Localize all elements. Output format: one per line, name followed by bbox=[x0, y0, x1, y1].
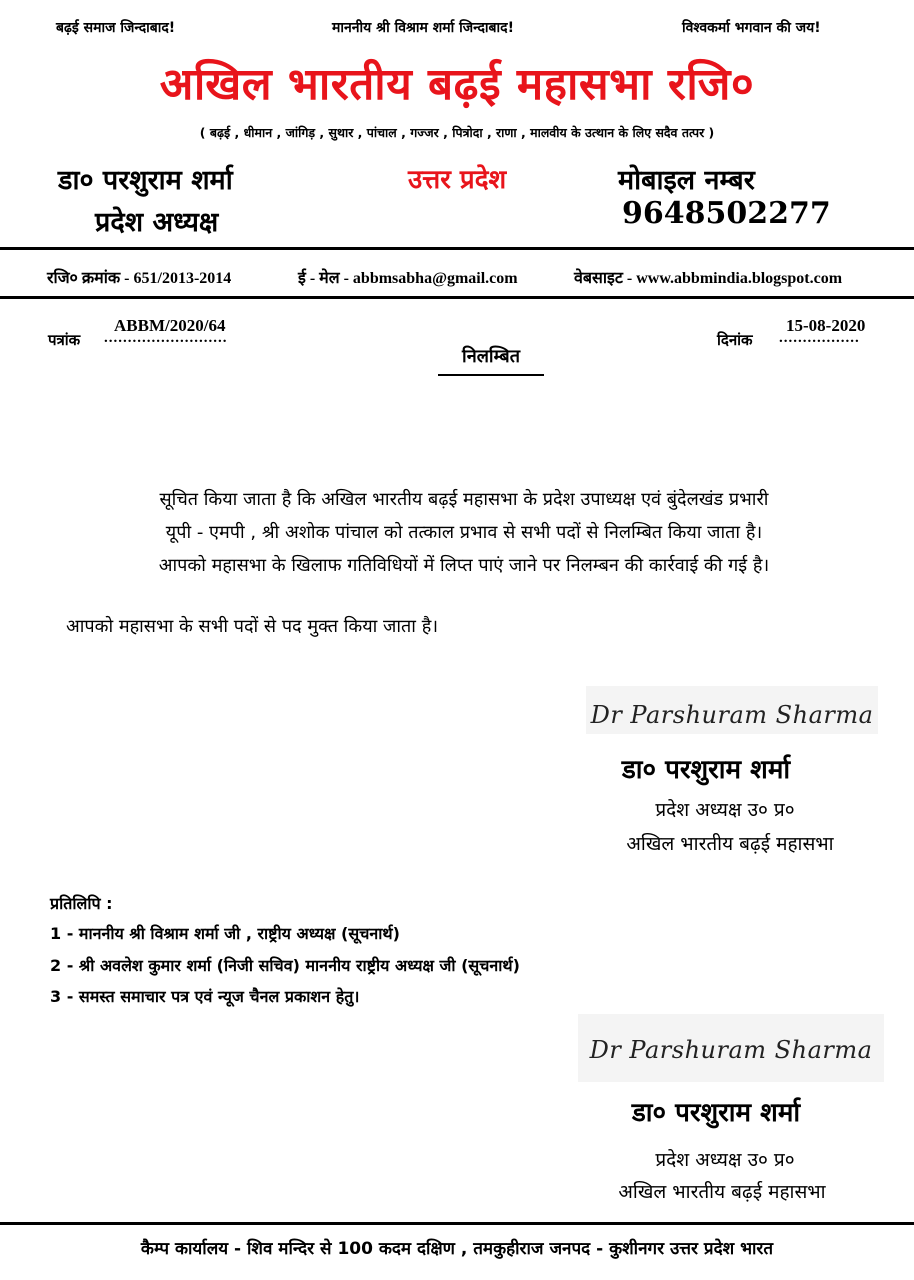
state-name: उत्तर प्रदेश bbox=[408, 165, 507, 195]
org-title: अखिल भारतीय बढ़ई महासभा रजि० bbox=[159, 59, 755, 110]
slogan-right: विश्वकर्मा भगवान की जय! bbox=[682, 20, 821, 36]
signatory-name-2: डा० परशुराम शर्मा bbox=[631, 1098, 801, 1128]
ref-label: पत्रांक bbox=[48, 331, 81, 349]
signatory-designation-2: प्रदेश अध्यक्ष उ० प्र० bbox=[655, 1149, 795, 1171]
date-dots: ................. bbox=[779, 330, 860, 346]
copy-item: 3 - समस्त समाचार पत्र एवं न्यूज चैनल प्रकाशन हेतु। bbox=[50, 987, 360, 1006]
copy-item: 2 - श्री अवलेश कुमार शर्मा (निजी सचिव) माननीय राष्ट्रीय अध्यक्ष जी (सूचनार्थ) bbox=[50, 956, 520, 975]
body-paragraph-2: आपको महासभा के सभी पदों से पद मुक्त किया जाता है। bbox=[66, 616, 439, 637]
mobile-number: 9648502277 bbox=[622, 196, 831, 231]
header-divider-top bbox=[0, 247, 914, 250]
org-subtitle: ( बढ़ई , धीमान , जांगिड़ , सुथार , पांचाल , गज्जर , पित्रोदा , राणा , मालवीय के उत्थान के लिए सदैव तत्पर ) bbox=[199, 125, 715, 140]
mobile-label: मोबाइल नम्बर bbox=[618, 165, 755, 196]
signatory-designation: प्रदेश अध्यक्ष उ० प्र० bbox=[655, 799, 795, 821]
registration-number: रजि० क्रमांक - 651/2013-2014 bbox=[47, 270, 232, 287]
handwritten-signature: Dr Parshuram Sharma bbox=[586, 686, 878, 734]
copy-item: 1 - माननीय श्री विश्राम शर्मा जी , राष्ट्रीय अध्यक्ष (सूचनार्थ) bbox=[50, 924, 400, 943]
slogan-center: माननीय श्री विश्राम शर्मा जिन्दाबाद! bbox=[332, 20, 514, 36]
email: ई - मेल - abbmsabha@gmail.com bbox=[298, 270, 518, 287]
body-line: यूपी - एमपी , श्री अशोक पांचाल को तत्काल प्रभाव से सभी पदों से निलम्बित किया जाता है। bbox=[165, 522, 763, 543]
letter-heading: निलम्बित bbox=[438, 344, 544, 376]
slogan-left: बढ़ई समाज जिन्दाबाद! bbox=[56, 20, 176, 36]
date-label: दिनांक bbox=[717, 331, 753, 349]
president-title: प्रदेश अध्यक्ष bbox=[95, 207, 219, 238]
website: वेबसाइट - www.abbmindia.blogspot.com bbox=[574, 270, 843, 287]
date-value: 15-08-2020 bbox=[786, 316, 866, 335]
signatory-organization-2: अखिल भारतीय बढ़ई महासभा bbox=[618, 1181, 826, 1203]
ref-number: ABBM/2020/64 bbox=[114, 316, 226, 335]
footer-address: कैम्प कार्यालय - शिव मन्दिर से 100 कदम दक्षिण , तमकुहीराज जनपद - कुशीनगर उत्तर प्रदेश भारत bbox=[140, 1239, 774, 1259]
header-divider-bottom bbox=[0, 296, 914, 299]
copy-label: प्रतिलिपि : bbox=[50, 894, 113, 913]
body-line: सूचित किया जाता है कि अखिल भारतीय बढ़ई महासभा के प्रदेश उपाध्यक्ष एवं बुंदेलखंड प्रभारी bbox=[159, 489, 769, 510]
handwritten-signature-2: Dr Parshuram Sharma bbox=[578, 1014, 884, 1082]
body-line: आपको महासभा के खिलाफ गतिविधियों में लिप्त पाएं जाने पर निलम्बन की कार्रवाई की गई है। bbox=[158, 555, 770, 576]
footer-divider bbox=[0, 1222, 914, 1225]
signatory-name: डा० परशुराम शर्मा bbox=[621, 755, 791, 785]
president-name: डा० परशुराम शर्मा bbox=[58, 165, 233, 196]
ref-dots: .......................... bbox=[104, 330, 228, 346]
signatory-organization: अखिल भारतीय बढ़ई महासभा bbox=[626, 833, 834, 855]
letter-body bbox=[64, 483, 864, 582]
